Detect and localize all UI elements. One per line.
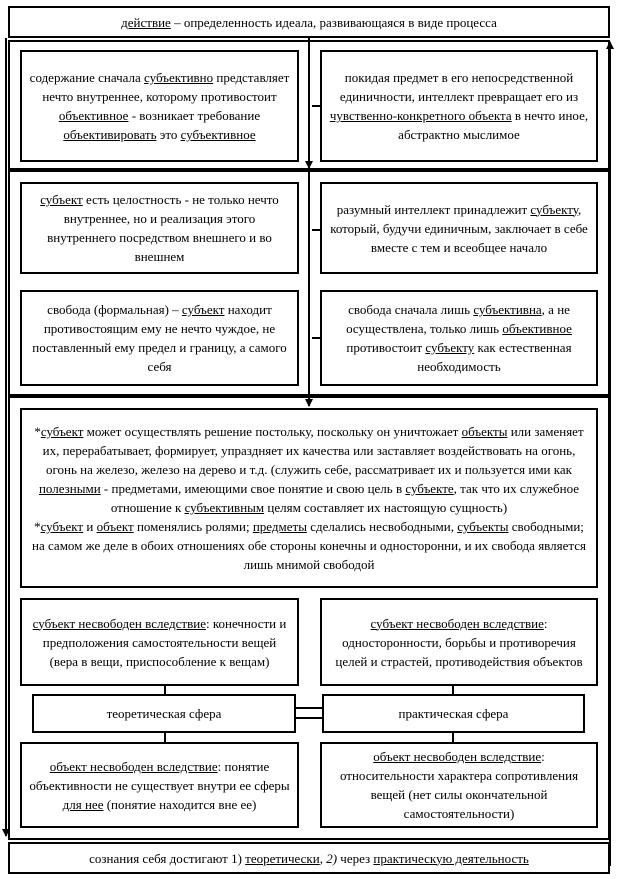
s3w-t5: субъективным xyxy=(184,500,265,515)
subj-left-p1: : конечности и предположения самостоятельности вещей (вера в вещи, приспособление к вещам) xyxy=(42,615,287,669)
box-s1-right xyxy=(320,50,598,162)
text-s3-wide xyxy=(32,422,586,574)
s3w-p9: поменялись ролями; xyxy=(133,519,253,534)
s2a-right-t1: субъекту xyxy=(530,201,578,217)
bottom-t2: практическую деятельность xyxy=(373,850,529,866)
s1-left-t2: объективное xyxy=(58,108,129,123)
text-obj-right xyxy=(328,747,590,823)
text-s1-left xyxy=(28,68,291,144)
s3w-p8: и xyxy=(83,519,97,534)
s2a-right-p1: разумный интеллект принадлежит xyxy=(336,201,531,217)
term-action: действие xyxy=(121,14,171,30)
s2a-left-t1: субъект xyxy=(40,192,83,207)
text-s2b-right xyxy=(328,300,590,376)
top-rest: – определенность идеала, развивающаяся в виде процесса xyxy=(170,14,497,30)
s3w-t3: полезными xyxy=(38,481,101,496)
s2b-right-t2: объективное xyxy=(502,321,572,336)
bottom-t1: теоретически xyxy=(245,850,320,866)
s3w-p10: сделались несвободными, xyxy=(306,519,458,534)
box-subj-right xyxy=(320,598,598,686)
s3w-t1: субъект xyxy=(40,424,84,439)
s1-left-p3: - возникает требование xyxy=(128,108,261,123)
bottom-box xyxy=(8,842,610,874)
s2b-left-t1: субъект xyxy=(181,302,225,317)
s3w-t6: субъект xyxy=(40,519,84,534)
bottom-text xyxy=(89,849,529,868)
box-practical-sphere xyxy=(322,694,585,733)
text-subj-right xyxy=(328,614,590,671)
text-s1-right xyxy=(328,68,590,144)
obj-left-p1: : понятие объективности не существует внутри ее сферы xyxy=(29,758,290,793)
top-box xyxy=(8,6,610,38)
s3w-p11: свободными; на самом же деле в обоих отношениях обе стороны конечны и односторонни, и их свобода является лишь мнимой свободой xyxy=(32,519,586,572)
theoretical-sphere-label: теоретическая сфера xyxy=(106,706,222,721)
box-subj-left xyxy=(20,598,299,686)
s3w-p5: , так что их служебное отношение к xyxy=(110,481,580,515)
s3w-p2: может осуществлять решение постольку, поскольку он уничтожает xyxy=(83,424,462,439)
s3w-p6: целям составляет их настоящую сущность) xyxy=(264,500,508,515)
text-s2a-right xyxy=(328,200,590,257)
box-s3-wide xyxy=(20,408,598,588)
s3w-t8: предметы xyxy=(252,519,307,534)
s3w-t2: объекты xyxy=(461,424,508,439)
s2b-right-p3: противостоит xyxy=(346,340,426,355)
text-s2a-left xyxy=(28,190,291,266)
box-s2b-right xyxy=(320,290,598,386)
s1-right-p2: в нечто иное, абстрактно мыслимое xyxy=(398,108,589,142)
s1-left-t4: субъективное xyxy=(180,127,256,142)
box-s2b-left xyxy=(20,290,299,386)
s1-left-p1: содержание сначала xyxy=(29,70,145,85)
obj-left-t2: для нее xyxy=(62,796,104,812)
s3w-t4: субъекте xyxy=(405,481,454,496)
text-s2b-left xyxy=(28,300,291,376)
s1-left-p4: это xyxy=(156,127,181,142)
s3w-p3: или заменяет их, перерабатывает, формирует, упраздняет их качества или заставляет воздействовать на огонь, огонь на железо, железо на дерево и т.д. (служить себе, рассматривает их и пользуется ими как xyxy=(42,424,584,477)
practical-sphere-label: практическая сфера xyxy=(398,706,509,721)
s3w-p1: * xyxy=(34,424,41,439)
subj-right-t1: субъект несвободен вследствие xyxy=(370,615,544,631)
s2a-left-p1: есть целостность - не только нечто внутреннее, но и реализация этого внутреннего посредством внешнего и во внешнем xyxy=(47,192,279,264)
box-obj-right xyxy=(320,742,598,828)
box-obj-left xyxy=(20,742,299,828)
box-s2a-left xyxy=(20,182,299,274)
s2b-right-p1: свобода сначала лишь xyxy=(348,302,474,317)
s2b-right-p2: , а не осуществлена, только лишь xyxy=(346,302,570,336)
s2b-left-p1: свобода (формальная) – xyxy=(47,302,182,317)
bottom-p2: , xyxy=(319,850,327,866)
subj-left-t1: субъект несвободен вследствие xyxy=(32,615,206,631)
s2b-left-p2: находит противостоящим ему не нечто чуждое, не поставленный ему предел и границу, а самого себя xyxy=(32,302,287,374)
top-text xyxy=(121,13,497,32)
s1-left-t1: субъективно xyxy=(144,70,214,85)
obj-left-t1: объект несвободен вследствие xyxy=(49,758,218,774)
s2b-right-t3: субъекту xyxy=(425,340,475,355)
s2b-right-t1: субъективна xyxy=(473,302,542,317)
box-theoretical-sphere xyxy=(32,694,296,733)
s1-right-t1: чувственно-конкретного объекта xyxy=(329,108,512,123)
bottom-p3: 2) xyxy=(326,850,338,866)
s1-right-p1: покидая предмет в его непосредственной единичности, интеллект превращает его из xyxy=(339,70,579,104)
text-subj-left xyxy=(28,614,291,671)
bottom-p1: сознания себя достигают 1) xyxy=(89,850,246,866)
text-obj-left xyxy=(28,757,291,814)
subj-right-p1: : односторонности, борьбы и противоречия целей и страстей, противодействия объектов xyxy=(335,615,583,669)
obj-right-t1: объект несвободен вследствие xyxy=(373,749,542,764)
bottom-p4: через xyxy=(337,850,374,866)
s3w-p4: - предметами, имеющими свое понятие и свою цель в xyxy=(100,481,406,496)
s2b-right-p4: как естественная необходимость xyxy=(417,340,572,374)
obj-left-p2: (понятие находится вне ее) xyxy=(103,796,257,812)
box-s2a-right xyxy=(320,182,598,274)
s2a-right-p2: , который, будучи единичным, заключает в себе вместе с тем и всеобщее начало xyxy=(330,201,588,255)
box-s1-left xyxy=(20,50,299,162)
obj-right-p1: : относительности характера сопротивления вещей (нет силы окончательной самостоятельности) xyxy=(339,749,579,821)
s3w-p7: * xyxy=(34,519,41,534)
s1-left-t3: объективировать xyxy=(63,127,157,142)
s3w-t9: субъекты xyxy=(457,519,509,534)
s3w-t7: объект xyxy=(96,519,134,534)
s1-left-p2: представляет нечто внутреннее, которому противостоит xyxy=(42,70,290,104)
